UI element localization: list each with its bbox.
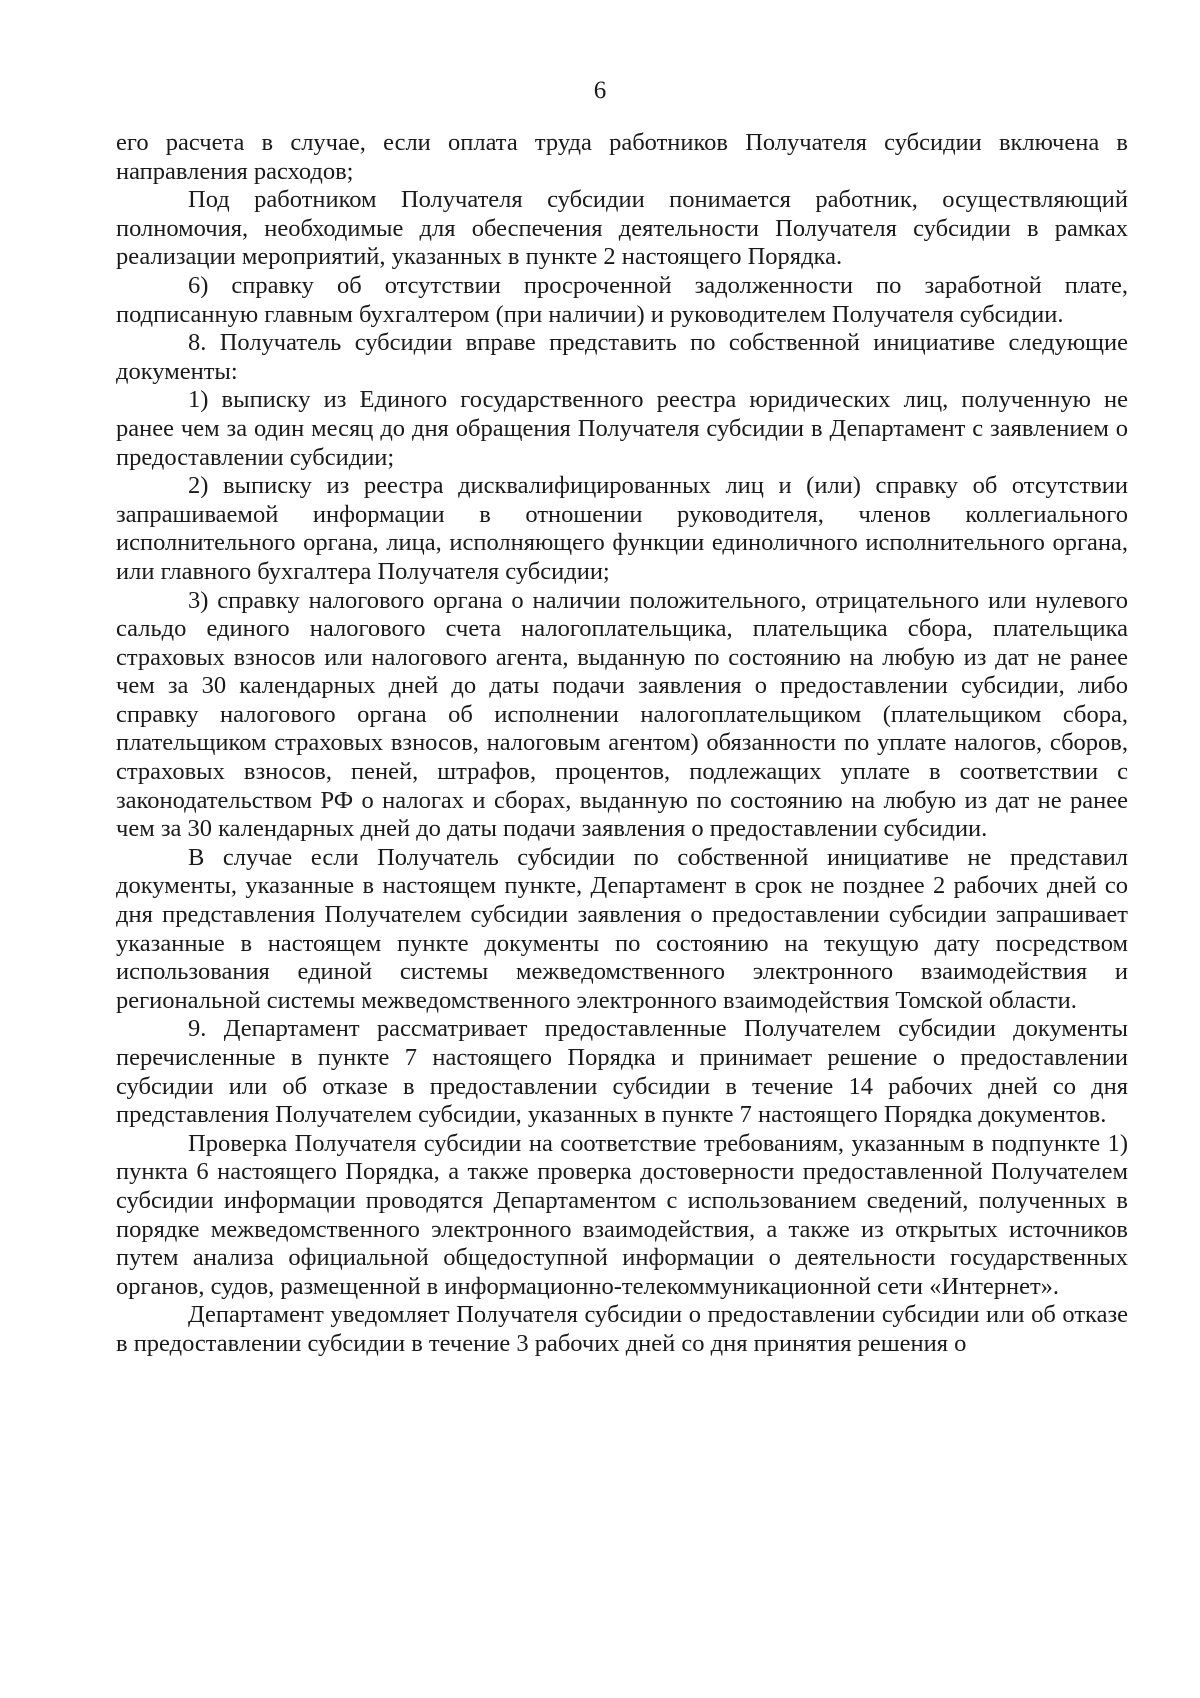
paragraph: 3) справку налогового органа о наличии положительного, отрицательного или нулевого сальдо единого налогового счета налогоплательщика, плательщика сбора, плательщика страховых взносов или налогового агента, выданную по состоянию на любую из дат не ранее чем за 30 календарных дней до даты подачи заявления о предоставлении субсидии, либо справку налогового органа об исполнении налогоплательщиком (плательщиком сбора, плательщиком страховых взносов, налоговым агентом) обязанности по уплате налогов, сборов, страховых взносов, пеней, штрафов, процентов, подлежащих уплате в соответствии с законодательством РФ о налогах и сборах, выданную по состоянию на любую из дат не ранее чем за 30 календарных дней до даты подачи заявления о предоставлении субсидии. bbox=[116, 586, 1128, 843]
paragraph: Проверка Получателя субсидии на соответствие требованиям, указанным в подпункте 1) пункта 6 настоящего Порядка, а также проверка достоверности предоставленной Получателем субсидии информации проводятся Департаментом с использованием сведений, полученных в порядке межведомственного электронного взаимодействия, а также из открытых источников путем анализа официальной общедоступной информации о деятельности государственных органов, судов, размещенной в информационно-телекоммуникационной сети «Интернет». bbox=[116, 1129, 1128, 1300]
paragraph: В случае если Получатель субсидии по собственной инициативе не представил документы, указанные в настоящем пункте, Департамент в срок не позднее 2 рабочих дней со дня представления Получателем субсидии заявления о предоставлении субсидии запрашивает указанные в настоящем пункте документы по состоянию на текущую дату посредством использования единой системы межведомственного электронного взаимодействия и региональной системы межведомственного электронного взаимодействия Томской области. bbox=[116, 843, 1128, 1014]
paragraph: 8. Получатель субсидии вправе представить по собственной инициативе следующие документы: bbox=[116, 329, 1128, 385]
document-body bbox=[116, 129, 1128, 1359]
paragraph: Департамент уведомляет Получателя субсидии о предоставлении субсидии или об отказе в предоставлении субсидии в течение 3 рабочих дней со дня принятия решения о bbox=[116, 1301, 1128, 1357]
paragraph: Под работником Получателя субсидии понимается работник, осуществляющий полномочия, необходимые для обеспечения деятельности Получателя субсидии в рамках реализации мероприятий, указанных в пункте 2 настоящего Порядка. bbox=[116, 186, 1128, 271]
page-number: 6 bbox=[593, 77, 607, 104]
paragraph: 2) выписку из реестра дисквалифицированных лиц и (или) справку об отсутствии запрашиваемой информации в отношении руководителя, членов коллегиального исполнительного органа, лица, исполняющего функции единоличного исполнительного органа, или главного бухгалтера Получателя субсидии; bbox=[116, 472, 1128, 585]
paragraph: его расчета в случае, если оплата труда работников Получателя субсидии включена в направления расходов; bbox=[116, 129, 1128, 185]
paragraph: 9. Департамент рассматривает предоставленные Получателем субсидии документы перечисленные в пункте 7 настоящего Порядка и принимает решение о предоставлении субсидии или об отказе в предоставлении субсидии в течение 14 рабочих дней со дня представления Получателем субсидии, указанных в пункте 7 настоящего Порядка документов. bbox=[116, 1015, 1128, 1129]
paragraph: 6) справку об отсутствии просроченной задолженности по заработной плате, подписанную главным бухгалтером (при наличии) и руководителем Получателя субсидии. bbox=[116, 271, 1128, 328]
paragraph: 1) выписку из Единого государственного реестра юридических лиц, полученную не ранее чем за один месяц до дня обращения Получателя субсидии в Департамент с заявлением о предоставлении субсидии; bbox=[116, 386, 1128, 471]
